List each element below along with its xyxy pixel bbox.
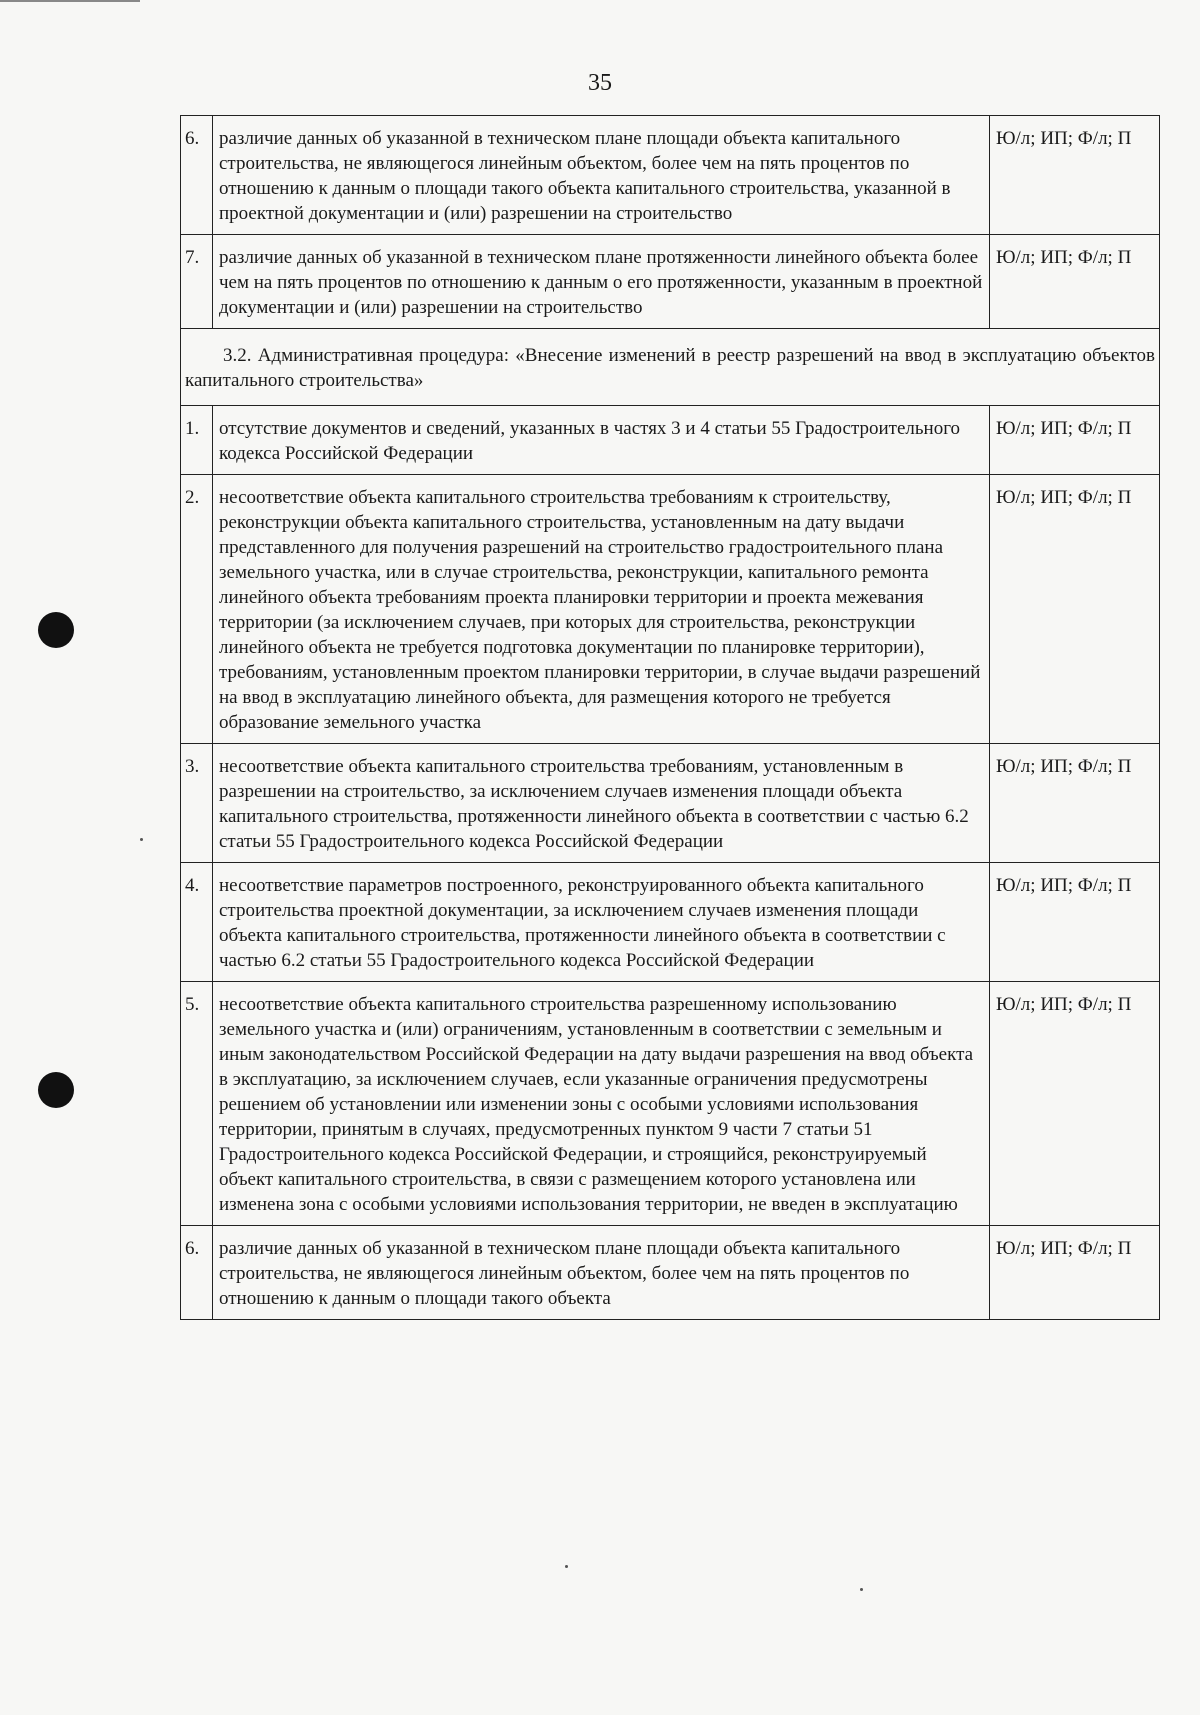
row-text: несоответствие параметров построенного, реконструированного объекта капитального строительства проектной документации, за исключением случаев изменения площади объекта капитального строительства, протяженности линейного объекта в соответствии с частью 6.2 статьи 55 Градостроительного кодекса Российской Федерации	[213, 863, 990, 982]
row-category: Ю/л; ИП; Ф/л; П	[990, 116, 1160, 235]
requirements-table	[180, 115, 1160, 1320]
row-text: отсутствие документов и сведений, указанных в частях 3 и 4 статьи 55 Градостроительного кодекса Российской Федерации	[213, 406, 990, 475]
row-text: несоответствие объекта капитального строительства требованиям, установленным в разрешении на строительство, за исключением случаев изменения площади объекта капитального строительства, протяженности линейного объекта в соответствии с частью 6.2 статьи 55 Градостроительного кодекса Российской Федерации	[213, 744, 990, 863]
scan-speck	[140, 838, 143, 841]
row-text: различие данных об указанной в техническом плане протяженности линейного объекта более чем на пять процентов по отношению к данным о его протяженности, указанным в проектной документации и (или) разрешении на строительство	[213, 235, 990, 329]
scan-speck	[565, 1565, 568, 1568]
scan-edge-line	[0, 0, 140, 2]
row-text: несоответствие объекта капитального строительства разрешенному использованию земельного участка и (или) ограничениям, установленным в соответствии с земельным и иным законодательством Российской Федерации на дату выдачи разрешения на ввод объекта в эксплуатацию, за исключением случаев, если указанные ограничения предусмотрены решением об установлении или изменении зоны с особыми условиями использования территории, принятым в случаях, предусмотренных пунктом 9 части 7 статьи 51 Градостроительного кодекса Российской Федерации, и строящийся, реконструируемый объект капитального строительства, в связи с размещением которого установлена или изменена зона с особыми условиями использования территории, не введен в эксплуатацию	[213, 982, 990, 1226]
row-number: 2.	[181, 475, 213, 744]
table-row	[181, 982, 1160, 1226]
row-text: несоответствие объекта капитального строительства требованиям к строительству, реконструкции объекта капитального строительства, установленным на дату выдачи представленного для получения разрешений на строительство градостроительного плана земельного участка, или в случае строительства, реконструкции, капитального ремонта линейного объекта требованиям проекта планировки территории и проекта межевания территории (за исключением случаев, при которых для строительства, реконструкции линейного объекта не требуется подготовка документации по планировке территории), требованиям, установленным проектом планировки территории, в случае выдачи разрешений на ввод в эксплуатацию линейного объекта, для размещения которого не требуется образование земельного участка	[213, 475, 990, 744]
punch-hole	[38, 1072, 74, 1108]
table-row	[181, 744, 1160, 863]
section-heading	[181, 329, 1160, 406]
table-row	[181, 1226, 1160, 1320]
table-row	[181, 116, 1160, 235]
table-row	[181, 475, 1160, 744]
row-number: 3.	[181, 744, 213, 863]
row-category: Ю/л; ИП; Ф/л; П	[990, 744, 1160, 863]
row-category: Ю/л; ИП; Ф/л; П	[990, 475, 1160, 744]
table-row	[181, 406, 1160, 475]
row-number: 5.	[181, 982, 213, 1226]
row-number: 6.	[181, 116, 213, 235]
scan-speck	[860, 1588, 863, 1591]
row-number: 4.	[181, 863, 213, 982]
row-category: Ю/л; ИП; Ф/л; П	[990, 235, 1160, 329]
row-category: Ю/л; ИП; Ф/л; П	[990, 863, 1160, 982]
table-row	[181, 863, 1160, 982]
page-number: 35	[588, 70, 612, 96]
table-row	[181, 235, 1160, 329]
row-category: Ю/л; ИП; Ф/л; П	[990, 1226, 1160, 1320]
row-text: различие данных об указанной в техническом плане площади объекта капитального строительства, не являющегося линейным объектом, более чем на пять процентов по отношению к данным о площади такого объекта	[213, 1226, 990, 1320]
row-category: Ю/л; ИП; Ф/л; П	[990, 982, 1160, 1226]
row-category: Ю/л; ИП; Ф/л; П	[990, 406, 1160, 475]
row-number: 6.	[181, 1226, 213, 1320]
punch-hole	[38, 612, 74, 648]
row-number: 1.	[181, 406, 213, 475]
section-row	[181, 329, 1160, 406]
section-heading-text: 3.2. Административная процедура: «Внесение изменений в реестр разрешений на ввод в эксплуатацию объектов капитального строительства»	[185, 345, 1155, 391]
row-number: 7.	[181, 235, 213, 329]
row-text: различие данных об указанной в техническом плане площади объекта капитального строительства, не являющегося линейным объектом, более чем на пять процентов по отношению к данным о площади такого объекта капитального строительства, указанной в проектной документации и (или) разрешении на строительство	[213, 116, 990, 235]
